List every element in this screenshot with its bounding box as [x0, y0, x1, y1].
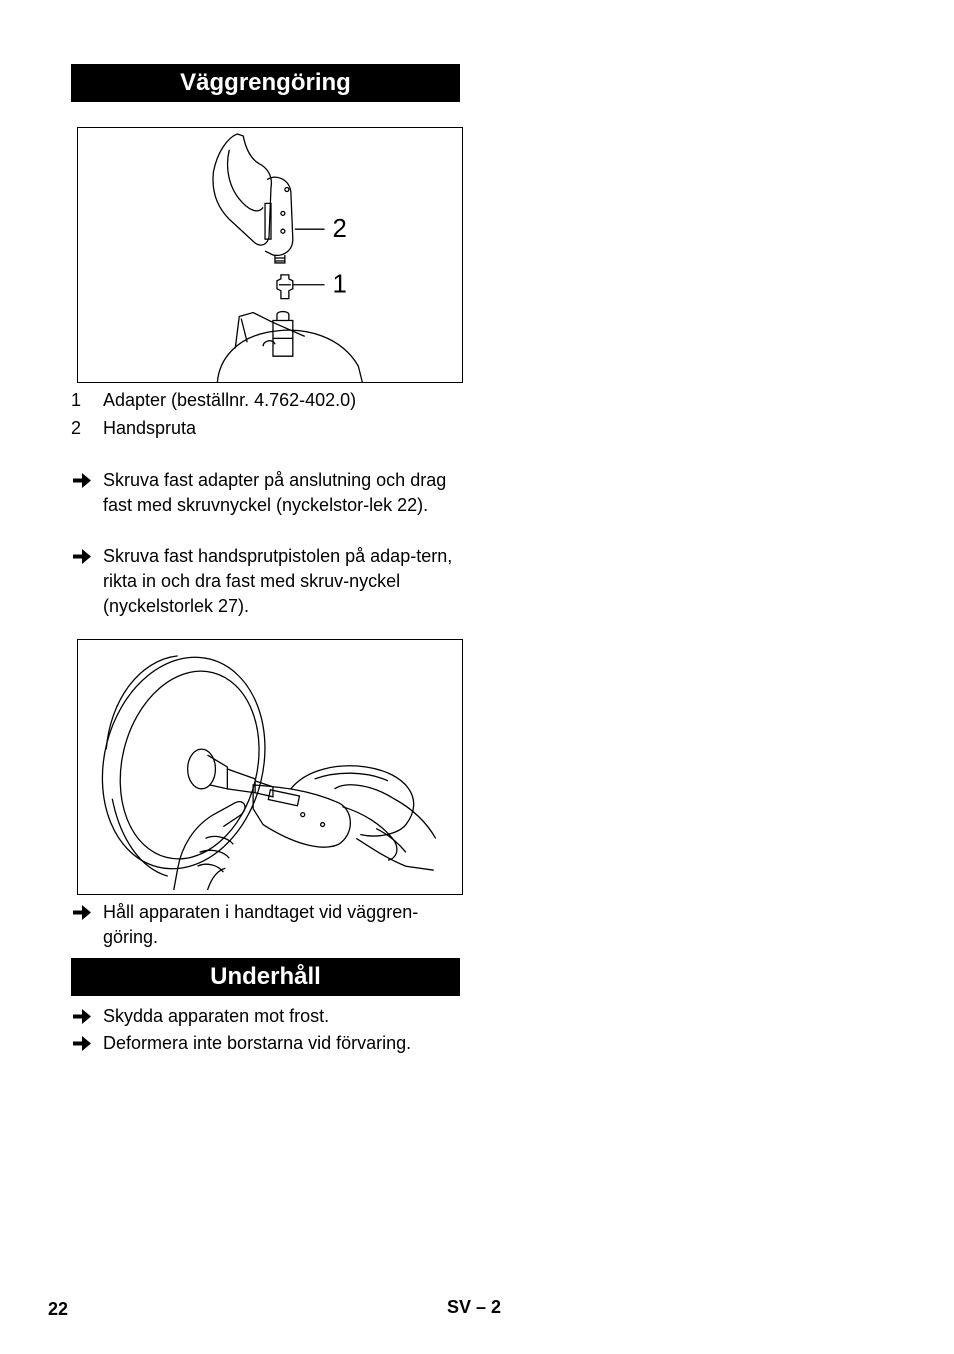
adapter-handspray-illustration: [78, 128, 462, 382]
language-page-indicator: SV – 2: [447, 1297, 502, 1317]
arrow-right-icon: [71, 900, 93, 925]
step-protect-frost: [71, 1004, 463, 1029]
callout-1-label: 1: [332, 270, 347, 299]
step-mount-adapter: [71, 468, 463, 518]
arrow-right-icon: [71, 468, 93, 493]
legend-text: Handspruta: [103, 418, 197, 438]
legend-number: 2: [71, 418, 82, 438]
section-title-wall-cleaning: [71, 64, 460, 102]
step-storage-bristles: [71, 1031, 463, 1056]
section-title-maintenance: [71, 958, 460, 996]
arrow-right-icon: [71, 1004, 93, 1029]
holding-device-illustration: [78, 640, 462, 894]
figure-holding-device: [77, 639, 463, 895]
step-mount-handspray: [71, 544, 463, 619]
figure-adapter-handspray: [77, 127, 463, 383]
section-title-text: Väggrengöring: [180, 69, 351, 96]
step-hold-handle: [71, 900, 463, 950]
legend-number: 1: [71, 390, 82, 410]
step-text: Håll apparaten i handtaget vid väggren-göring.: [103, 902, 419, 947]
step-text: Skruva fast adapter på anslutning och drag fast med skruvnyckel (nyckelstor-lek 22).: [103, 470, 447, 515]
callout-2-label: 2: [332, 215, 347, 244]
step-text: Skydda apparaten mot frost.: [103, 1006, 330, 1026]
legend-text: Adapter (beställnr. 4.762-402.0): [103, 390, 357, 410]
step-text: Skruva fast handsprutpistolen på adap-tern, rikta in och dra fast med skruv-nyckel (nyckelstorlek 27).: [103, 546, 453, 616]
page-number: 22: [48, 1299, 69, 1319]
step-text: Deformera inte borstarna vid förvaring.: [103, 1033, 412, 1053]
arrow-right-icon: [71, 544, 93, 569]
section-title-text: Underhåll: [210, 963, 321, 990]
arrow-right-icon: [71, 1031, 93, 1056]
